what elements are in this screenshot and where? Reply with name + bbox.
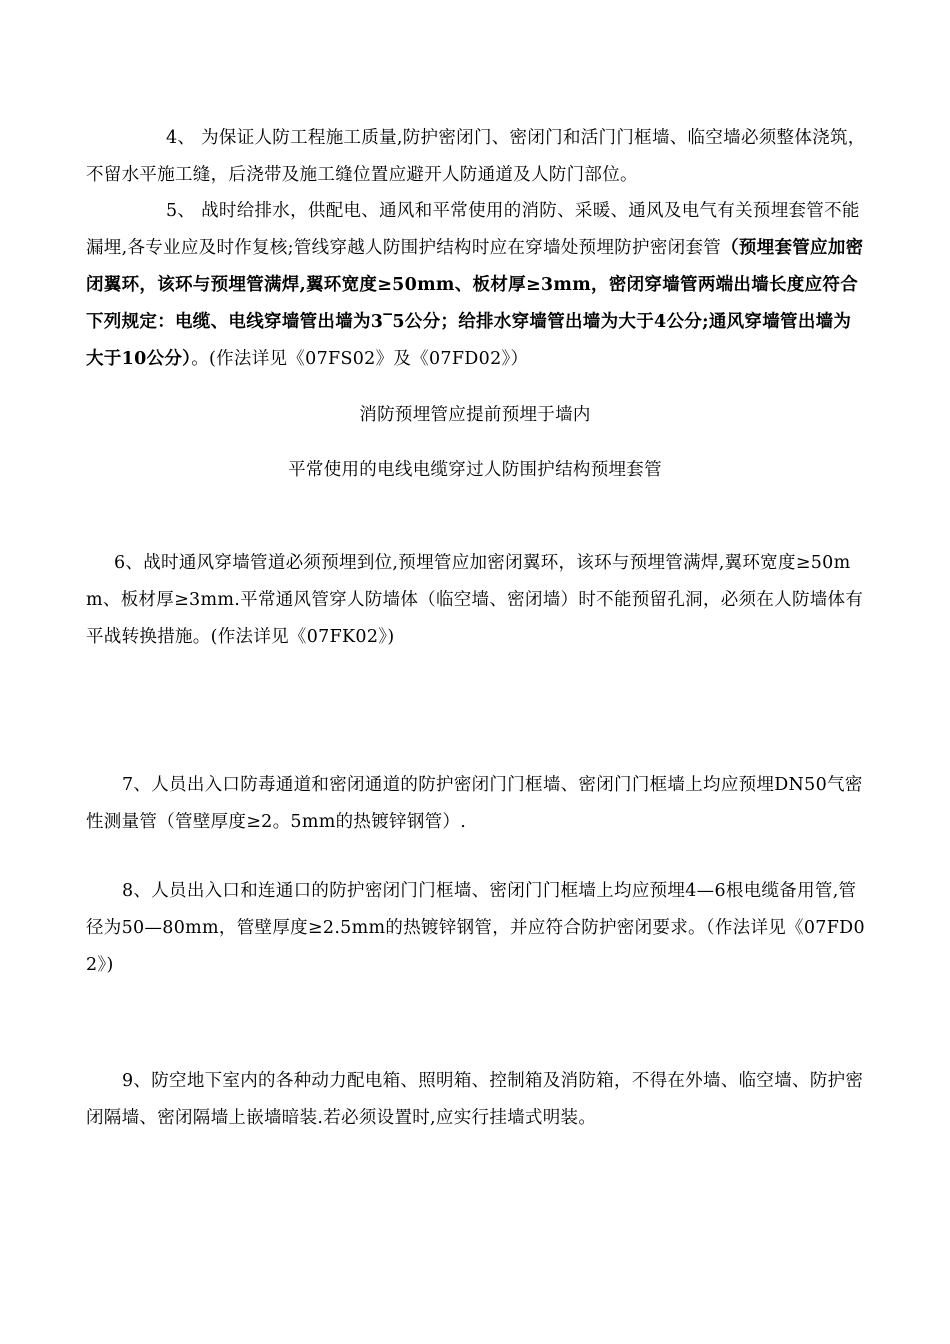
paragraph-5-text: 5、 战时给排水，供配电、通风和平常使用的消防、采暖、通风及电气有关预埋套管不能漏埋,各专业应及时作复核;管线穿越人防围护结构时应在穿墙处预埋防护密闭套管 xyxy=(86,201,860,258)
paragraph-8 xyxy=(86,873,866,984)
paragraph-8-text: 8、人员出入口和连通口的防护密闭门门框墙、密闭门门框墙上均应预埋4—6根电缆备用管,管径为50—80mm，管壁厚度≥2.5mm的热镀锌钢管，并应符合防护密闭要求。（作法详见《07FD02》) xyxy=(86,881,865,975)
paragraph-9 xyxy=(86,1063,866,1137)
paragraph-7-text: 7、人员出入口防毒通道和密闭通道的防护密闭门门框墙、密闭门门框墙上均应预埋DN50气密性测量管（管壁厚度≥2。5mm的热镀锌钢管）. xyxy=(86,775,863,832)
centered-line-2: 平常使用的电线电缆穿过人防围护结构预埋套管 xyxy=(288,460,662,480)
centered-line-1: 消防预埋管应提前预埋于墙内 xyxy=(359,405,591,425)
paragraph-5-bold-text: （预埋套管应加密闭翼环，该环与预埋管满焊,翼环宽度≥50mm、板材厚≥3mm，密闭穿墙管两端出墙长度应符合下列规定：电缆、电线穿墙管出墙为3‾5公分；给排水穿墙管出墙为大于4公分;通风穿墙管出墙为大于10公分） xyxy=(86,238,864,369)
paragraph-5-tail-text: 。(作法详见《07FS02》及《07FD02》） xyxy=(191,349,529,369)
paragraph-5 xyxy=(86,193,866,378)
paragraph-7 xyxy=(86,767,866,841)
paragraph-4-text: 4、 为保证人防工程施工质量,防护密闭门、密闭门和活门门框墙、临空墙必须整体浇筑，不留水平施工缝，后浇带及施工缝位置应避开人防通道及人防门部位。 xyxy=(86,128,866,185)
paragraph-9-text: 9、防空地下室内的各种动力配电箱、照明箱、控制箱及消防箱，不得在外墙、临空墙、防护密闭隔墙、密闭隔墙上嵌墙暗装.若必须设置时,应实行挂墙式明装。 xyxy=(86,1071,864,1128)
paragraph-6-text: 6、战时通风穿墙管道必须预埋到位,预埋管应加密闭翼环，该环与预埋管满焊,翼环宽度≥50mm、板材厚≥3mm.平常通风管穿人防墙体（临空墙、密闭墙）时不能预留孔洞，必须在人防墙体有平战转换措施。(作法详见《07FK02》) xyxy=(86,553,864,647)
paragraph-4 xyxy=(86,120,866,194)
paragraph-6 xyxy=(86,545,866,656)
